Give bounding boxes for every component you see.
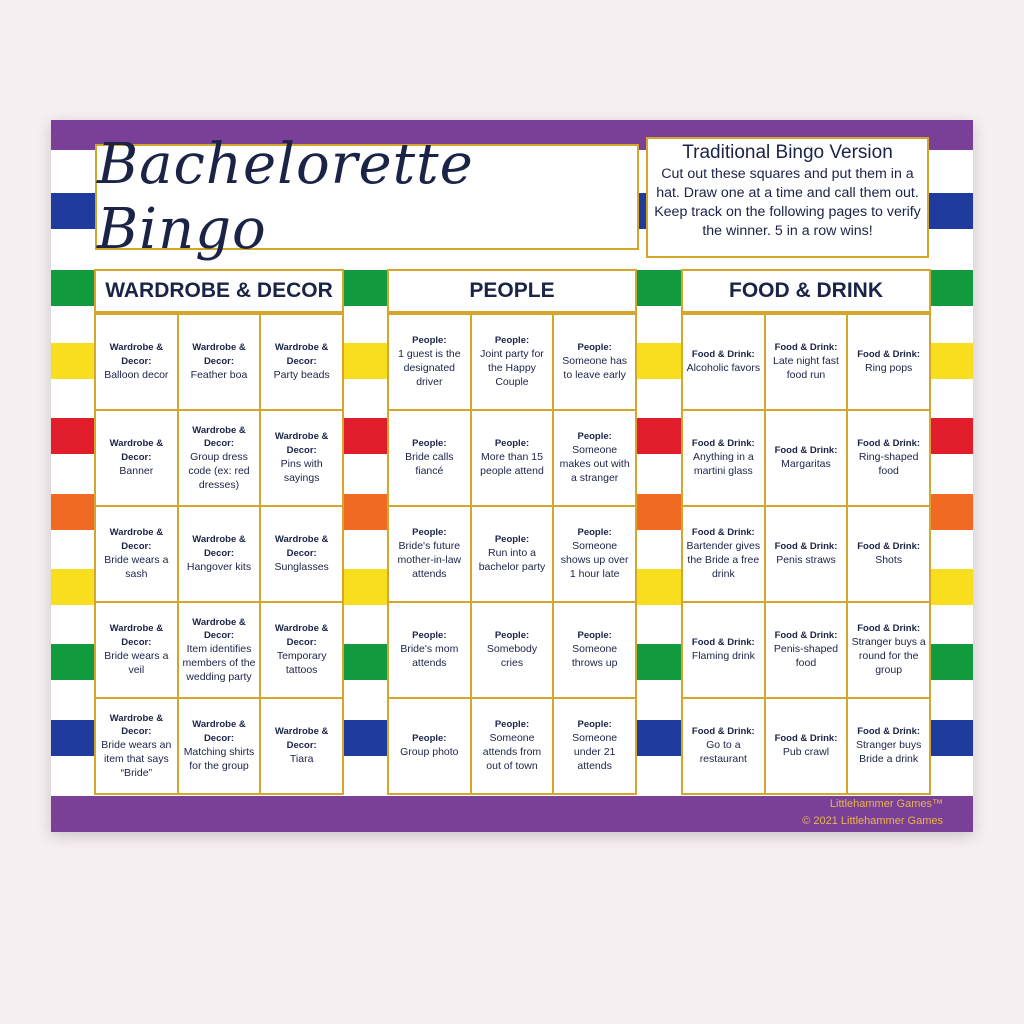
bingo-square bbox=[471, 506, 554, 602]
square-category-label: Food & Drink: bbox=[857, 623, 921, 635]
bingo-square bbox=[682, 410, 765, 506]
section-people bbox=[387, 269, 637, 795]
bingo-square bbox=[471, 698, 554, 794]
square-category-label: Food & Drink: bbox=[691, 726, 755, 738]
bingo-square bbox=[95, 410, 178, 506]
square-category-label: Food & Drink: bbox=[774, 733, 838, 745]
bingo-sheet bbox=[51, 120, 973, 832]
square-text: Pins with sayings bbox=[280, 458, 323, 484]
bingo-square bbox=[847, 314, 930, 410]
square-text: Penis-shaped food bbox=[773, 643, 839, 669]
square-category-label: People: bbox=[494, 438, 530, 450]
square-category-label: Food & Drink: bbox=[857, 541, 921, 553]
square-text: Shots bbox=[875, 554, 903, 566]
square-text: Someone has to leave early bbox=[562, 355, 628, 381]
bingo-square bbox=[765, 410, 848, 506]
bingo-square bbox=[388, 506, 471, 602]
square-text: Bartender gives the Bride a free drink bbox=[686, 540, 761, 580]
square-text: Someone makes out with a stranger bbox=[559, 444, 630, 484]
square-category-label: People: bbox=[494, 534, 530, 546]
square-category-label: Wardrobe & Decor: bbox=[192, 719, 246, 745]
square-text: Pub crawl bbox=[782, 746, 830, 758]
square-category-label: Food & Drink: bbox=[691, 527, 755, 539]
bingo-square bbox=[95, 314, 178, 410]
footer-brand: Littlehammer Games™ bbox=[829, 798, 943, 810]
bingo-square bbox=[847, 602, 930, 698]
square-text: Group dress code (ex: red dresses) bbox=[188, 451, 250, 491]
bingo-square bbox=[260, 506, 343, 602]
square-text: Run into a bachelor party bbox=[478, 547, 546, 573]
square-text: Balloon decor bbox=[104, 368, 169, 381]
bingo-square bbox=[682, 698, 765, 794]
square-category-label: People: bbox=[577, 431, 612, 443]
bingo-square bbox=[388, 314, 471, 410]
square-text: Penis straws bbox=[776, 554, 836, 566]
bingo-square bbox=[178, 506, 261, 602]
bingo-square bbox=[847, 698, 930, 794]
bingo-square bbox=[847, 410, 930, 506]
bingo-square bbox=[847, 506, 930, 602]
square-category-label: People: bbox=[412, 733, 447, 745]
bingo-square bbox=[388, 698, 471, 794]
square-text: Bride's future mother-in-law attends bbox=[397, 540, 462, 580]
bingo-square bbox=[765, 506, 848, 602]
square-text: Group photo bbox=[400, 746, 459, 758]
square-text: Temporary tattoos bbox=[276, 650, 327, 676]
square-text: Ring pops bbox=[865, 362, 913, 374]
square-text: Bride calls fiancé bbox=[405, 451, 454, 477]
square-category-label: People: bbox=[412, 335, 447, 347]
square-text: Margaritas bbox=[781, 458, 831, 470]
bingo-square bbox=[471, 314, 554, 410]
square-category-label: Wardrobe & Decor: bbox=[274, 342, 329, 368]
square-text: Bride wears a sash bbox=[104, 554, 169, 580]
square-text: Feather boa bbox=[190, 368, 248, 381]
square-category-label: People: bbox=[412, 438, 447, 450]
square-category-label: People: bbox=[412, 630, 447, 642]
section-title: FOOD & DRINK bbox=[681, 269, 931, 313]
square-text: Matching shirts for the group bbox=[183, 746, 255, 772]
square-text: 1 guest is the designated driver bbox=[398, 348, 461, 388]
square-text: Banner bbox=[119, 464, 154, 477]
bingo-square bbox=[682, 314, 765, 410]
square-text: Sunglasses bbox=[274, 560, 329, 573]
bingo-square bbox=[553, 410, 636, 506]
bingo-square bbox=[178, 602, 261, 698]
square-text: Party beads bbox=[273, 368, 330, 381]
square-text: Alcoholic favors bbox=[686, 362, 761, 374]
square-category-label: People: bbox=[577, 342, 612, 354]
bingo-square bbox=[682, 506, 765, 602]
square-category-label: People: bbox=[577, 527, 612, 539]
section-food-drink bbox=[681, 269, 931, 795]
instructions-box bbox=[646, 137, 929, 258]
square-category-label: Wardrobe & Decor: bbox=[192, 534, 246, 560]
page-title: Bachelorette Bingo bbox=[97, 132, 474, 262]
bingo-square bbox=[95, 698, 178, 794]
bingo-square bbox=[471, 602, 554, 698]
square-text: Someone throws up bbox=[571, 643, 618, 669]
title-box bbox=[95, 132, 639, 262]
square-category-label: Wardrobe & Decor: bbox=[274, 534, 329, 560]
square-text: Bride's mom attends bbox=[400, 643, 459, 669]
square-text: Bride wears an item that says “Bride” bbox=[101, 739, 172, 779]
bingo-grid bbox=[94, 313, 344, 795]
square-category-label: Wardrobe & Decor: bbox=[274, 431, 329, 457]
square-text: Stranger buys Bride a drink bbox=[855, 739, 922, 765]
square-category-label: Food & Drink: bbox=[774, 630, 838, 642]
section-wardrobe-decor bbox=[94, 269, 344, 795]
square-text: Late night fast food run bbox=[773, 355, 839, 381]
section-title: WARDROBE & DECOR bbox=[94, 269, 344, 313]
square-category-label: Food & Drink: bbox=[691, 438, 755, 450]
bingo-square bbox=[388, 410, 471, 506]
square-category-label: Wardrobe & Decor: bbox=[109, 527, 164, 553]
square-text: Someone shows up over 1 hour late bbox=[560, 540, 629, 580]
square-category-label: People: bbox=[494, 630, 530, 642]
square-category-label: People: bbox=[412, 527, 447, 539]
square-category-label: Food & Drink: bbox=[857, 438, 921, 450]
bingo-square bbox=[553, 314, 636, 410]
bingo-grid bbox=[681, 313, 931, 795]
square-category-label: Wardrobe & Decor: bbox=[192, 424, 246, 450]
square-text: Ring-shaped food bbox=[858, 451, 919, 477]
square-category-label: Food & Drink: bbox=[774, 541, 838, 553]
square-text: Hangover kits bbox=[186, 560, 252, 573]
bingo-square bbox=[95, 506, 178, 602]
square-text: Go to a restaurant bbox=[699, 739, 747, 765]
bingo-square bbox=[471, 410, 554, 506]
square-text: Item identifies members of the wedding party bbox=[182, 643, 256, 683]
bingo-square bbox=[260, 698, 343, 794]
square-category-label: Wardrobe & Decor: bbox=[274, 726, 329, 752]
bingo-square bbox=[765, 698, 848, 794]
square-text: Someone attends from out of town bbox=[482, 732, 542, 772]
square-text: Flaming drink bbox=[691, 650, 755, 662]
square-text: Somebody cries bbox=[486, 643, 538, 669]
square-text: Someone under 21 attends bbox=[572, 732, 618, 772]
bingo-square bbox=[260, 602, 343, 698]
bingo-square bbox=[765, 602, 848, 698]
square-category-label: Food & Drink: bbox=[857, 349, 921, 361]
square-category-label: Wardrobe & Decor: bbox=[274, 623, 329, 649]
square-category-label: Food & Drink: bbox=[691, 349, 755, 361]
square-category-label: Food & Drink: bbox=[774, 445, 838, 457]
footer bbox=[802, 796, 943, 830]
square-category-label: People: bbox=[494, 719, 530, 731]
instructions-heading: Traditional Bingo Version bbox=[682, 142, 893, 163]
bingo-square bbox=[682, 602, 765, 698]
bingo-square bbox=[553, 506, 636, 602]
square-text: Joint party for the Happy Couple bbox=[480, 348, 544, 388]
square-category-label: Food & Drink: bbox=[774, 342, 838, 354]
square-category-label: Wardrobe & Decor: bbox=[109, 438, 164, 464]
square-category-label: Food & Drink: bbox=[857, 726, 921, 738]
bingo-square bbox=[553, 602, 636, 698]
bingo-square bbox=[260, 314, 343, 410]
square-text: Tiara bbox=[289, 752, 314, 765]
square-category-label: People: bbox=[494, 335, 530, 347]
square-category-label: Food & Drink: bbox=[691, 637, 755, 649]
square-text: Stranger buys a round for the group bbox=[851, 636, 926, 676]
square-category-label: Wardrobe & Decor: bbox=[109, 623, 164, 649]
square-category-label: People: bbox=[577, 719, 612, 731]
bingo-square bbox=[765, 314, 848, 410]
bingo-square bbox=[178, 314, 261, 410]
footer-copyright: © 2021 Littlehammer Games bbox=[802, 815, 943, 827]
bingo-square bbox=[95, 602, 178, 698]
square-category-label: Wardrobe & Decor: bbox=[109, 342, 164, 368]
square-text: Anything in a martini glass bbox=[692, 451, 754, 477]
bingo-square bbox=[260, 410, 343, 506]
square-category-label: Wardrobe & Decor: bbox=[192, 616, 246, 642]
bingo-square bbox=[553, 698, 636, 794]
section-title: PEOPLE bbox=[387, 269, 637, 313]
bingo-square bbox=[178, 410, 261, 506]
square-text: More than 15 people attend bbox=[480, 451, 544, 477]
instructions-text: Cut out these squares and put them in a hat. Draw one at a time and call them out. Keep track on the following pages to verify the winner. 5 in a row wins! bbox=[654, 166, 921, 239]
square-category-label: Wardrobe & Decor: bbox=[109, 712, 164, 738]
bingo-square bbox=[178, 698, 261, 794]
bingo-square bbox=[388, 602, 471, 698]
square-category-label: People: bbox=[577, 630, 612, 642]
bingo-grid bbox=[387, 313, 637, 795]
square-category-label: Wardrobe & Decor: bbox=[192, 342, 246, 368]
square-text: Bride wears a veil bbox=[104, 650, 169, 676]
